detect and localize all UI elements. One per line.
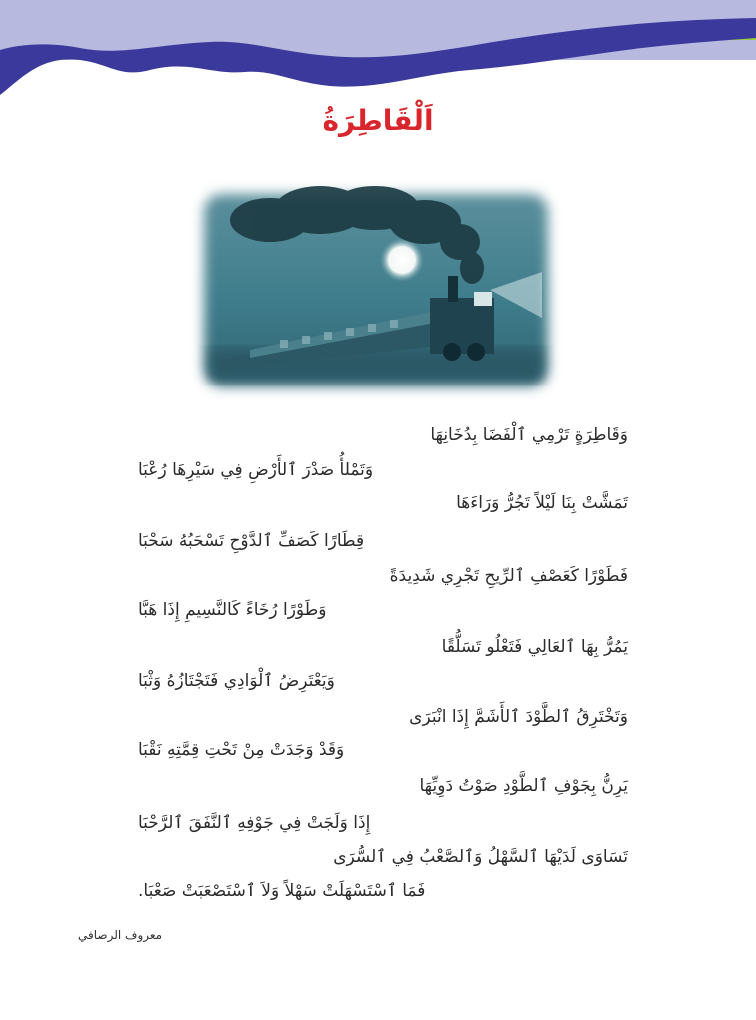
verse-line-6: وَطَوْرًا رُخَاءً كَالنَّسِيمِ إِذَا هَبَّا [138, 600, 327, 620]
verse-line-1: وَقَاطِرَةٍ تَرْمِي ٱلْفَضَا بِدُخَانِهَا [430, 425, 628, 445]
page-title: اَلْقَاطِرَةُ [322, 104, 434, 137]
verse-line-8: وَيَعْتَرِضُ ٱلْوَادِي فَتَجْتَازُهُ وَثْبَا [138, 671, 335, 691]
moon-icon [380, 238, 424, 282]
header-banner [0, 0, 756, 110]
verse-line-14: فَمَا ٱسْتَسْهَلَتْ سَهْلاً وَلاَ ٱسْتَصْعَبَتْ صَعْبَا. [138, 881, 426, 901]
verse-line-3: تَمَشَّتْ بِنَا لَيْلاً تَجُرُّ وَرَاءَهَا [456, 493, 628, 513]
verse-line-13: تَسَاوَى لَدَيْهَا ٱلسَّهْلُ وَٱلصَّعْبُ فِي ٱلسُّرَى [333, 847, 628, 867]
verse-line-5: فَطَوْرًا كَعَصْفِ ٱلرِّيحِ تَجْرِي شَدِيدَةً [389, 566, 628, 586]
verse-line-11: يَرِنُّ بِجَوْفِ ٱلطَّوْدِ صَوْتُ دَوِيِّهَا [419, 776, 628, 796]
train-illustration [190, 180, 562, 400]
verse-line-12: إِذَا وَلَجَتْ فِي جَوْفِهِ ٱلنَّفَقَ ٱلرَّحْبَا [138, 813, 371, 833]
verse-line-2: وَتَمْلأُ صَدْرَ ٱلأَرْضِ فِي سَيْرِهَا رُعْبَا [138, 460, 374, 480]
poem-author: معروف الرصافي [78, 928, 163, 942]
verse-line-10: وَقَدْ وَجَدَتْ مِنْ تَحْتِ قِمَّتِهِ نَقْبَا [138, 740, 345, 760]
verse-line-7: يَمُرُّ بِهَا ٱلعَالِي فَتَعْلُو تَسَلُّقًا [441, 637, 628, 657]
verse-line-9: وَتَخْتَرِقُ ٱلطَّوْدَ ٱلأَشَمَّ إِذَا انْبَرَى [409, 707, 628, 727]
train-scene [190, 180, 562, 400]
verse-line-4: قِطَارًا كَصَفِّ ٱلدَّوْحِ تَسْحَبُهُ سَحْبَا [138, 531, 365, 551]
